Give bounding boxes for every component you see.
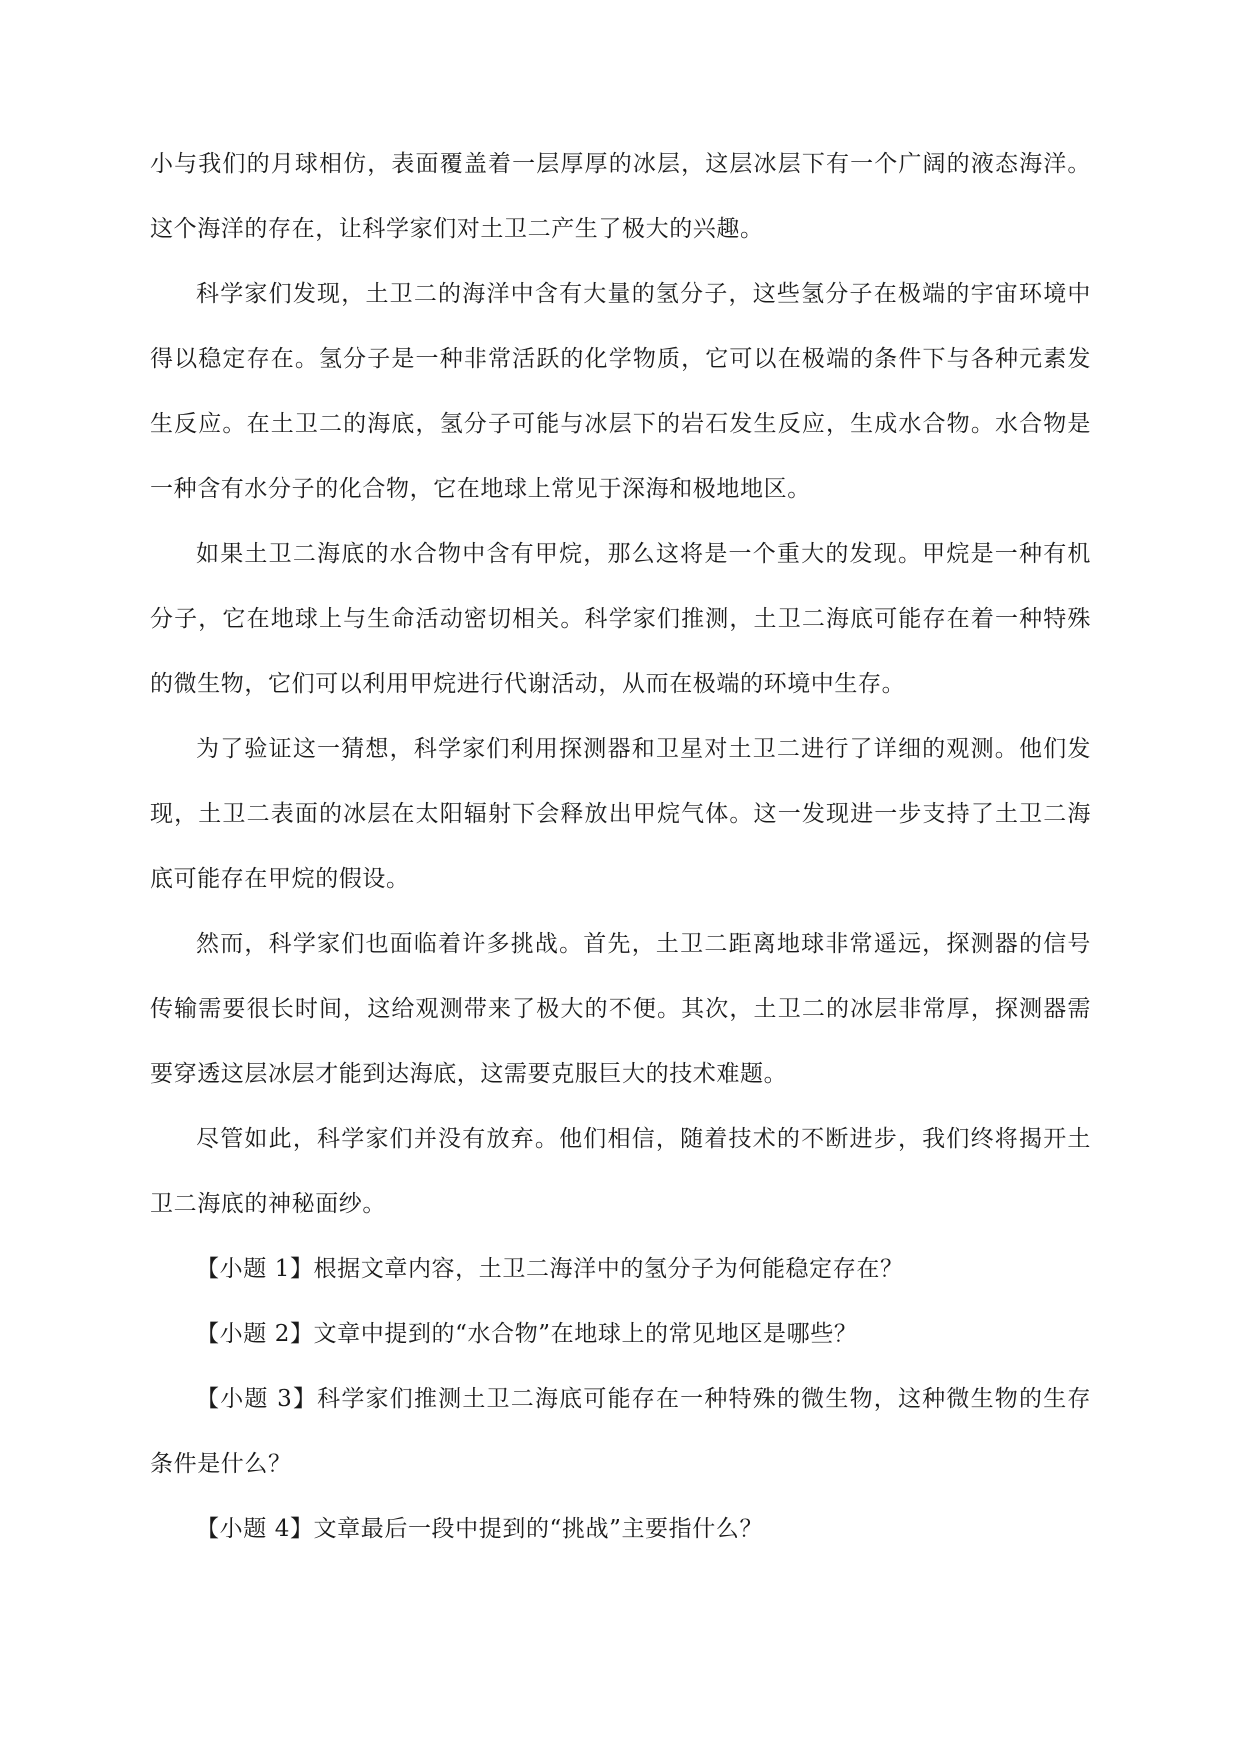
- question-1: 【小题 1】根据文章内容，土卫二海洋中的氢分子为何能稳定存在？: [196, 1256, 904, 1282]
- paragraph-continuation: 小与我们的月球相仿，表面覆盖着一层厚厚的冰层，这层冰层下有一个广阔的液态海洋。这个海洋的存在，让科学家们对土卫二产生了极大的兴趣。: [150, 151, 1091, 242]
- paragraph-challenges: 然而，科学家们也面临着许多挑战。首先，土卫二距离地球非常遥远，探测器的信号传输需要很长时间，这给观测带来了极大的不便。其次，土卫二的冰层非常厚，探测器需要穿透这层冰层才能到达海底，这需要克服巨大的技术难题。: [150, 931, 1091, 1087]
- document-page: [150, 132, 1091, 1562]
- paragraph-conclusion: 尽管如此，科学家们并没有放弃。他们相信，随着技术的不断进步，我们终将揭开土卫二海底的神秘面纱。: [150, 1126, 1091, 1217]
- question-3: 【小题 3】科学家们推测土卫二海底可能存在一种特殊的微生物，这种微生物的生存条件是什么？: [150, 1386, 1091, 1477]
- paragraph-observation: 为了验证这一猜想，科学家们利用探测器和卫星对土卫二进行了详细的观测。他们发现，土卫二表面的冰层在太阳辐射下会释放出甲烷气体。这一发现进一步支持了土卫二海底可能存在甲烷的假设。: [150, 736, 1091, 892]
- paragraph-hydrogen: 科学家们发现，土卫二的海洋中含有大量的氢分子，这些氢分子在极端的宇宙环境中得以稳定存在。氢分子是一种非常活跃的化学物质，它可以在极端的条件下与各种元素发生反应。在土卫二的海底，氢分子可能与冰层下的岩石发生反应，生成水合物。水合物是一种含有水分子的化合物，它在地球上常见于深海和极地地区。: [150, 281, 1091, 502]
- paragraph-methane: 如果土卫二海底的水合物中含有甲烷，那么这将是一个重大的发现。甲烷是一种有机分子，它在地球上与生命活动密切相关。科学家们推测，土卫二海底可能存在着一种特殊的微生物，它们可以利用甲烷进行代谢活动，从而在极端的环境中生存。: [150, 541, 1091, 697]
- question-4: 【小题 4】文章最后一段中提到的“挑战”主要指什么？: [196, 1516, 764, 1542]
- question-2: 【小题 2】文章中提到的“水合物”在地球上的常见地区是哪些？: [196, 1321, 858, 1347]
